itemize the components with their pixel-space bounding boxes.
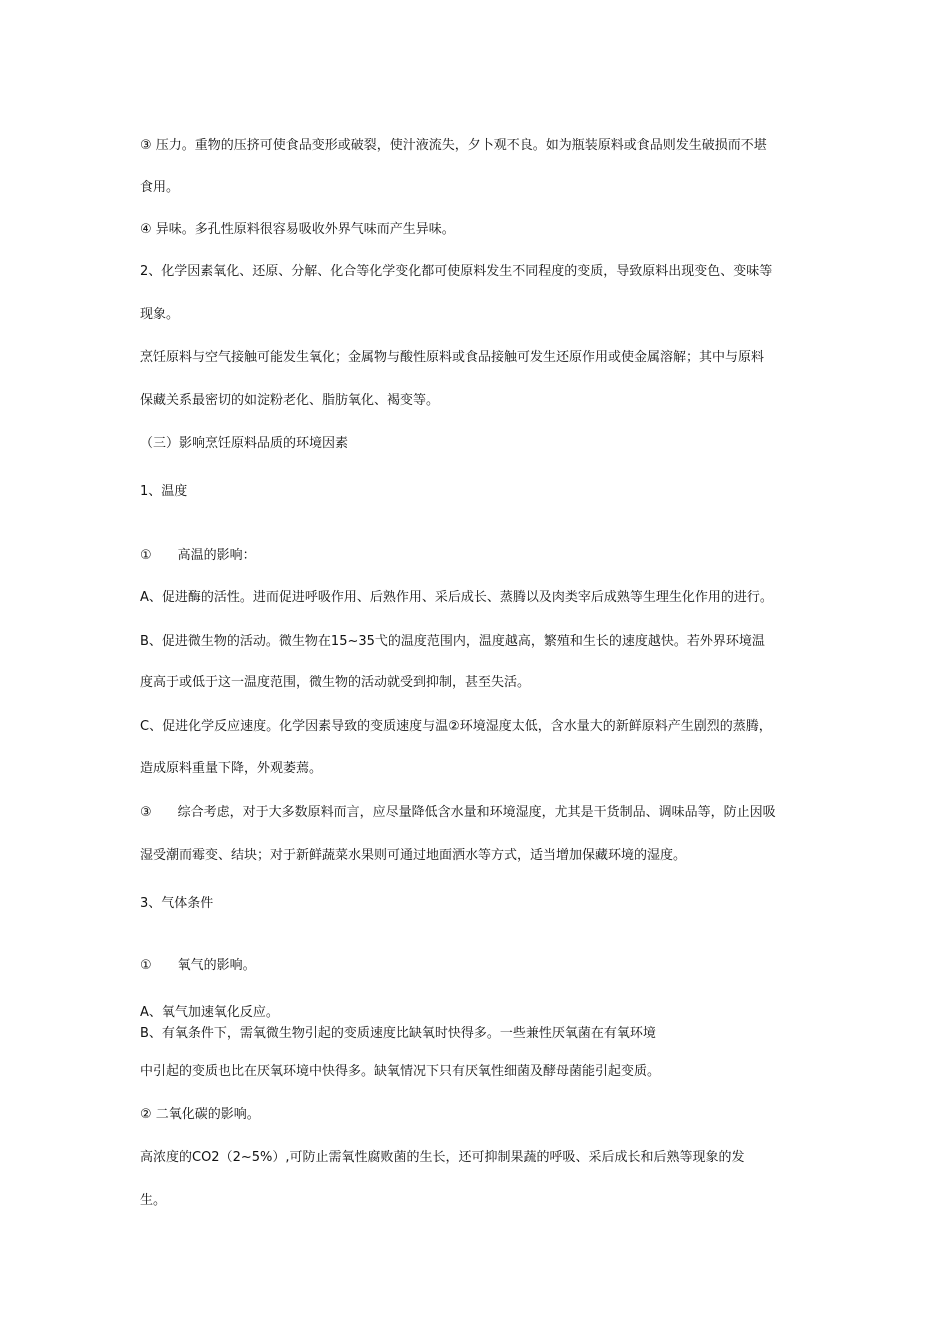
text-line: 烹饪原料与空气接触可能发生氧化；金属物与酸性原料或食品接触可发生还原作用或使金属溶解；其中与原料 xyxy=(140,350,765,365)
text-line: 保藏关系最密切的如淀粉老化、脂肪氧化、褐变等。 xyxy=(140,393,440,408)
text-line: 高浓度的CO2（2~5%）,可防止需氧性腐败菌的生长，还可抑制果蔬的呼吸、采后成长和后熟等现象的发 xyxy=(140,1150,745,1165)
text-line: B、促进微生物的活动。微生物在15~35弋的温度范围内，温度越高，繁殖和生长的速度越快。若外界环境温 xyxy=(140,634,765,649)
section-heading: 3、气体条件 xyxy=(140,896,214,911)
text-line: ④ 异味。多孔性原料很容易吸收外界气味而产生异味。 xyxy=(140,222,455,237)
text-line: 中引起的变质也比在厌氧环境中快得多。缺氧情况下只有厌氧性细菌及酵母菌能引起变质。 xyxy=(140,1064,661,1079)
text-line: ① 高温的影响： xyxy=(140,548,256,563)
text-line: 食用。 xyxy=(140,180,180,195)
text-line: 造成原料重量下降，外观萎蔫。 xyxy=(140,761,323,776)
text-line: A、促进酶的活性。进而促进呼吸作用、后熟作用、采后成长、蒸腾以及肉类宰后成熟等生理生化作用的进行。 xyxy=(140,590,773,605)
section-heading: 1、温度 xyxy=(140,484,188,499)
section-heading: （三）影响烹饪原料品质的环境因素 xyxy=(140,436,349,451)
text-line: A、氧气加速氧化反应。 xyxy=(140,1005,279,1020)
text-line: 度高于或低于这一温度范围，微生物的活动就受到抑制，甚至失活。 xyxy=(140,675,531,690)
text-line: ② 二氧化碳的影响。 xyxy=(140,1107,260,1122)
text-line: 现象。 xyxy=(140,307,180,322)
text-line: C、促进化学反应速度。化学因素导致的变质速度与温②环境湿度太低，含水量大的新鲜原料产生剧烈的蒸腾， xyxy=(140,719,772,734)
text-line: ① 氧气的影响。 xyxy=(140,958,256,973)
text-line: ③ 压力。重物的压挤可使食品变形或破裂，使汁液流失，夕卜观不良。如为瓶装原料或食品则发生破损而不堪 xyxy=(140,138,767,153)
text-line: 生。 xyxy=(140,1193,167,1208)
text-line: ③ 综合考虑，对于大多数原料而言，应尽量降低含水量和环境湿度，尤其是干货制品、调味品等，防止因吸 xyxy=(140,805,776,820)
text-line: 湿受潮而霉变、结块；对于新鲜蔬菜水果则可通过地面洒水等方式，适当增加保藏环境的湿度。 xyxy=(140,848,687,863)
section-heading: 2、化学因素氧化、还原、分解、化合等化学变化都可使原料发生不同程度的变质，导致原料出现变色、变味等 xyxy=(140,264,773,279)
text-line: B、有氧条件下，需氧微生物引起的变质速度比缺氧时快得多。一些兼性厌氧菌在有氧环境 xyxy=(140,1026,656,1041)
